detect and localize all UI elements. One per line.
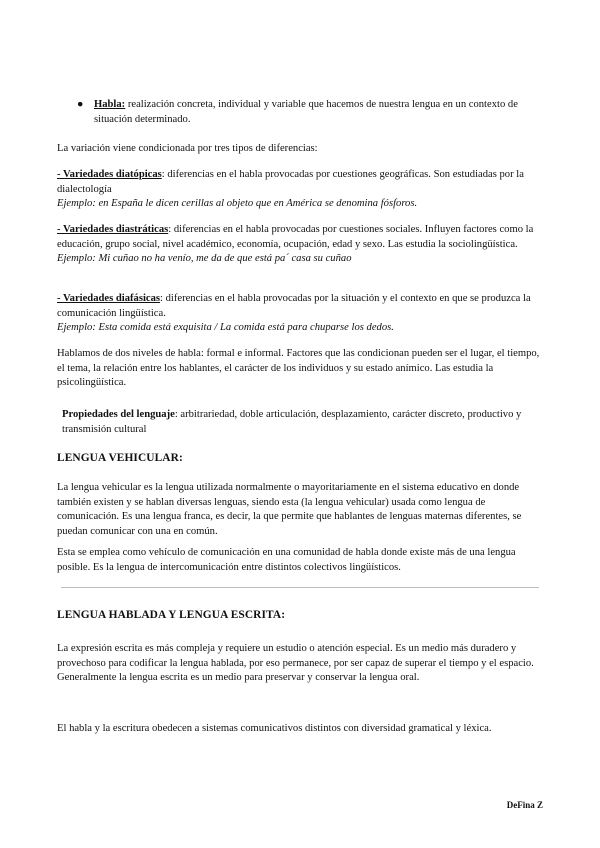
variedad-term: - Variedades diastráticas — [57, 224, 169, 235]
variedad-desc: : diferencias en el habla provocadas por la situación y el contexto en que se produzca la comunicación lingüística. — [57, 293, 531, 319]
variation-intro: La variación viene condicionada por tres tipos de diferencias: — [57, 143, 318, 154]
propiedades-term: Propiedades del lenguaje — [62, 409, 175, 420]
hablada-paragraph-1: La expresión escrita es más compleja y requiere un estudio o atención especial. Es un medio más duradero y provechoso para codificar la lengua hablada, por eso permanece, por ser capaz de superar el tiempo y el espacio. Generalmente la lengua escrita es un medio para preservar y conservar la lengua oral. — [57, 643, 534, 684]
variedad-diatopica — [57, 168, 542, 212]
horizontal-divider — [61, 587, 539, 588]
bullet-icon: ● — [77, 99, 84, 110]
variedad-term: - Variedades diatópicas — [57, 169, 162, 180]
variedad-diafasica — [57, 292, 542, 336]
variedad-example: Ejemplo: Mi cuñao no ha venío, me da de que está pa´ casa su cuñao — [57, 253, 352, 265]
variedad-desc: : diferencias en el habla provocadas por cuestiones geográficas. Son estudiadas por la dialectología — [57, 169, 524, 195]
habla-definition — [94, 98, 537, 127]
hablada-heading: LENGUA HABLADA Y LENGUA ESCRITA: — [57, 609, 286, 621]
variedad-desc: : diferencias en el habla provocadas por cuestiones sociales. Influyen factores como la educación, grupo social, nivel académico, economía, ocupación, edad y sexo. Las estudia la sociolingüística. — [57, 224, 534, 250]
variedad-example: Ejemplo: Esta comida está exquisita / La comida está para chuparse los dedos. — [57, 322, 394, 334]
vehicular-paragraph-1: La lengua vehicular es la lengua utilizada normalmente o mayoritariamente en el sistema educativo en donde también existen y se hablan diversas lenguas, siendo esta (la lengua vehicular) usada como lengua de comunicación. Es una lengua franca, es decir, la que permite que hablantes de lenguas maternas diferentes, se puedan comunicar con una en común. — [57, 482, 522, 537]
variedad-term: - Variedades diafásicas — [57, 293, 161, 304]
vehicular-heading: LENGUA VEHICULAR: — [57, 452, 183, 464]
habla-term: Habla: — [94, 99, 126, 110]
propiedades-text: : arbitrariedad, doble articulación, desplazamiento, carácter discreto, productivo y transmisión cultural — [62, 409, 522, 435]
habla-bullet-item — [77, 98, 537, 127]
vehicular-paragraph-2: Esta se emplea como vehículo de comunicación en una comunidad de habla donde existe más de una lengua posible. Es la lengua de intercomunicación entre distintos colectivos lingüísticos. — [57, 547, 516, 573]
variedad-diastratica — [57, 223, 542, 267]
habla-text: realización concreta, individual y variable que hacemos de nuestra lengua en un contexto de situación determinado. — [94, 99, 518, 125]
hablada-paragraph-2: El habla y la escritura obedecen a sistemas comunicativos distintos con diversidad gramatical y léxica. — [57, 723, 492, 734]
propiedades-paragraph — [62, 408, 540, 437]
niveles-paragraph: Hablamos de dos niveles de habla: formal e informal. Factores que las condicionan pueden ser el lugar, el tiempo, el tema, la relación entre los hablantes, el carácter de los individuos y su estado anímico. Las estudia la psicolingüística. — [57, 348, 540, 389]
variedad-example: Ejemplo: en España le dicen cerillas al objeto que en América se denomina fósforos. — [57, 198, 418, 210]
author-footer: DeFina Z — [506, 800, 543, 810]
